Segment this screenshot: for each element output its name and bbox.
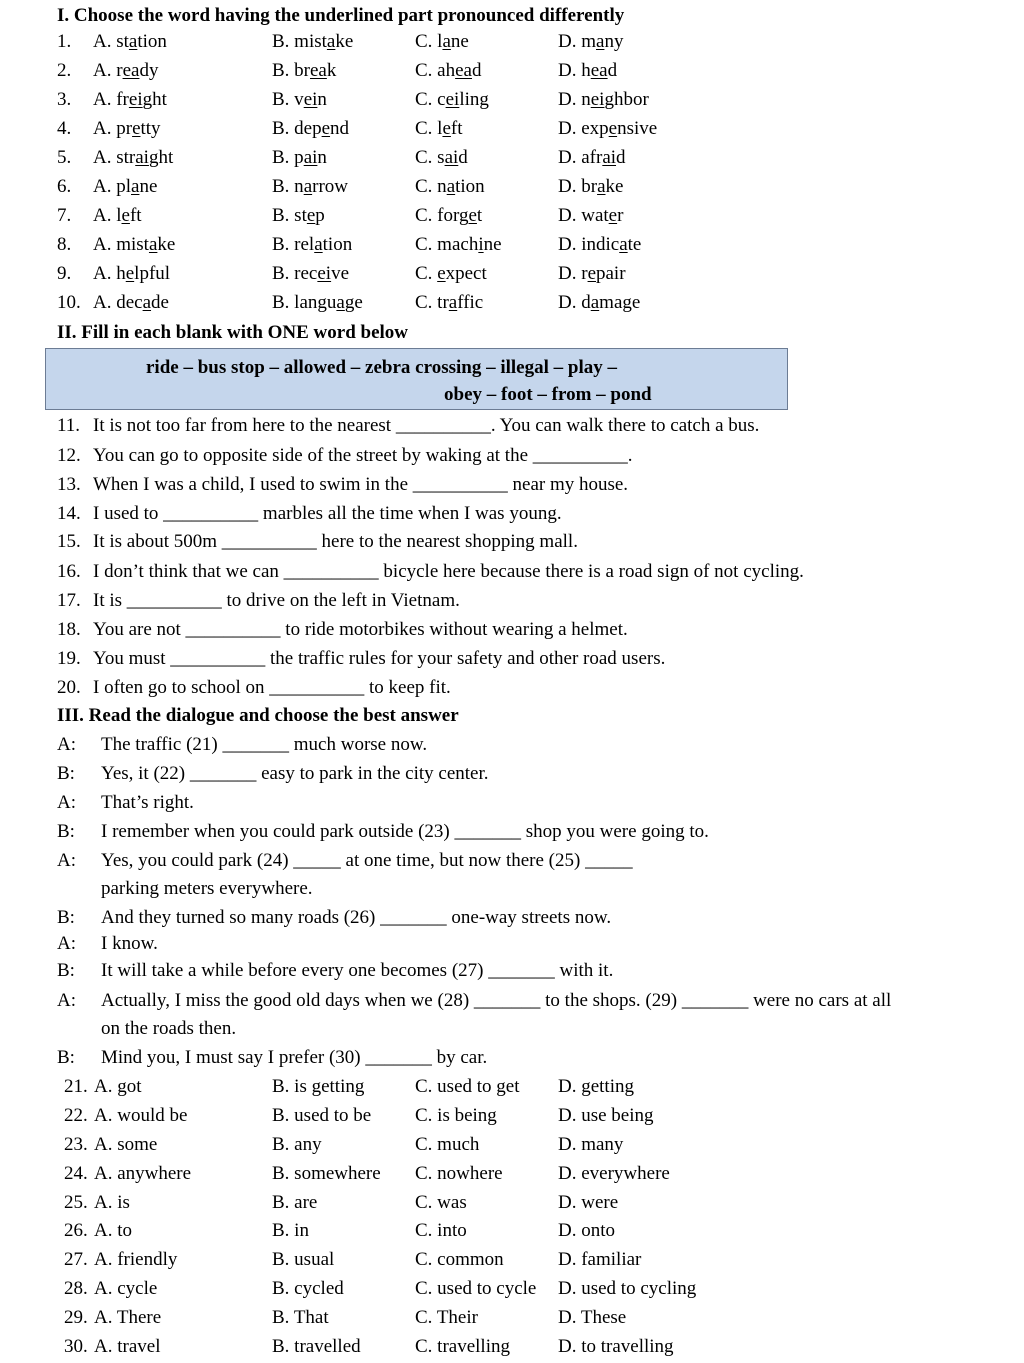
option-c[interactable]: C. common bbox=[415, 1249, 504, 1270]
option-b[interactable]: B. in bbox=[272, 1220, 309, 1241]
option-d[interactable]: D. expensive bbox=[558, 118, 658, 139]
option-d[interactable]: D. familiar bbox=[558, 1249, 642, 1270]
question-number: 5. bbox=[57, 147, 72, 168]
option-a[interactable]: A. cycle bbox=[94, 1278, 158, 1299]
question-number: 30. bbox=[64, 1336, 88, 1357]
option-d[interactable]: D. many bbox=[558, 31, 624, 52]
option-c[interactable]: C. traffic bbox=[415, 292, 484, 313]
option-d[interactable]: D. indicate bbox=[558, 234, 642, 255]
option-a[interactable]: A. got bbox=[94, 1076, 142, 1097]
question-number: 6. bbox=[57, 176, 72, 197]
dialogue-line: B: And they turned so many roads (26) _______ one-way streets now. bbox=[57, 907, 612, 928]
question-number: 7. bbox=[57, 205, 72, 226]
option-d[interactable]: D. repair bbox=[558, 263, 626, 284]
option-a[interactable]: A. There bbox=[94, 1307, 162, 1328]
option-c[interactable]: C. is being bbox=[415, 1105, 497, 1126]
option-c[interactable]: C. much bbox=[415, 1134, 480, 1155]
option-b[interactable]: B. vein bbox=[272, 89, 327, 110]
dialogue-line: B: Mind you, I must say I prefer (30) _______ by car. bbox=[57, 1047, 488, 1068]
fill-blank-sentence: 11. It is not too far from here to the nearest __________. You can walk there to catch a bus. bbox=[57, 415, 760, 436]
option-d[interactable]: D. damage bbox=[558, 292, 641, 313]
option-d[interactable]: D. used to cycling bbox=[558, 1278, 697, 1299]
option-b[interactable]: B. is getting bbox=[272, 1076, 365, 1097]
fill-blank-sentence: 16. I don’t think that we can __________ bicycle here because there is a road sign of not cycling. bbox=[57, 561, 804, 582]
section-2-heading: II. Fill in each blank with ONE word below bbox=[57, 322, 409, 343]
question-number: 1. bbox=[57, 31, 72, 52]
option-b[interactable]: B. travelled bbox=[272, 1336, 361, 1357]
option-b[interactable]: B. receive bbox=[272, 263, 350, 284]
option-a[interactable]: A. straight bbox=[93, 147, 174, 168]
option-c[interactable]: C. lane bbox=[415, 31, 469, 52]
option-b[interactable]: B. break bbox=[272, 60, 337, 81]
option-a[interactable]: A. mistake bbox=[93, 234, 176, 255]
dialogue-line: A: I know. bbox=[57, 933, 158, 954]
dialogue-line: A: Yes, you could park (24) _____ at one time, but now there (25) _____ bbox=[57, 850, 633, 871]
option-a[interactable]: A. freight bbox=[93, 89, 167, 110]
section-1-heading: I. Choose the word having the underlined part pronounced differently bbox=[57, 5, 625, 26]
option-b[interactable]: B. cycled bbox=[272, 1278, 344, 1299]
option-a[interactable]: A. decade bbox=[93, 292, 169, 313]
word-bank-line-2: obey – foot – from – pond bbox=[444, 384, 652, 405]
option-c[interactable]: C. left bbox=[415, 118, 463, 139]
option-b[interactable]: B. That bbox=[272, 1307, 329, 1328]
option-c[interactable]: C. Their bbox=[415, 1307, 478, 1328]
option-c[interactable]: C. ceiling bbox=[415, 89, 489, 110]
question-number: 10. bbox=[57, 292, 81, 313]
option-a[interactable]: A. plane bbox=[93, 176, 158, 197]
option-b[interactable]: B. any bbox=[272, 1134, 322, 1155]
option-b[interactable]: B. language bbox=[272, 292, 363, 313]
option-d[interactable]: D. These bbox=[558, 1307, 627, 1328]
option-a[interactable]: A. pretty bbox=[93, 118, 161, 139]
dialogue-line: B: It will take a while before every one becomes (27) _______ with it. bbox=[57, 960, 614, 981]
question-number: 25. bbox=[64, 1192, 88, 1213]
question-number: 22. bbox=[64, 1105, 88, 1126]
option-a[interactable]: A. would be bbox=[94, 1105, 188, 1126]
question-number: 28. bbox=[64, 1278, 88, 1299]
option-d[interactable]: D. getting bbox=[558, 1076, 634, 1097]
fill-blank-sentence: 17. It is __________ to drive on the left in Vietnam. bbox=[57, 590, 460, 611]
dialogue-continuation: on the roads then. bbox=[101, 1018, 237, 1039]
option-b[interactable]: B. depend bbox=[272, 118, 350, 139]
option-c[interactable]: C. travelling bbox=[415, 1336, 510, 1357]
option-d[interactable]: D. were bbox=[558, 1192, 619, 1213]
option-c[interactable]: C. forget bbox=[415, 205, 483, 226]
fill-blank-sentence: 13. When I was a child, I used to swim in the __________ near my house. bbox=[57, 474, 629, 495]
option-a[interactable]: A. to bbox=[94, 1220, 132, 1241]
fill-blank-sentence: 19. You must __________ the traffic rules for your safety and other road users. bbox=[57, 648, 666, 669]
option-b[interactable]: B. used to be bbox=[272, 1105, 372, 1126]
option-c[interactable]: C. was bbox=[415, 1192, 467, 1213]
question-number: 8. bbox=[57, 234, 72, 255]
option-b[interactable]: B. usual bbox=[272, 1249, 335, 1270]
option-c[interactable]: C. into bbox=[415, 1220, 467, 1241]
fill-blank-sentence: 12. You can go to opposite side of the street by waking at the __________. bbox=[57, 445, 633, 466]
option-b[interactable]: B. somewhere bbox=[272, 1163, 381, 1184]
option-d[interactable]: D. afraid bbox=[558, 147, 626, 168]
option-c[interactable]: C. machine bbox=[415, 234, 502, 255]
option-b[interactable]: B. are bbox=[272, 1192, 318, 1213]
option-d[interactable]: D. head bbox=[558, 60, 618, 81]
question-number: 3. bbox=[57, 89, 72, 110]
option-d[interactable]: D. many bbox=[558, 1134, 624, 1155]
section-3-heading: III. Read the dialogue and choose the best answer bbox=[57, 705, 459, 726]
option-a[interactable]: A. ready bbox=[93, 60, 159, 81]
word-bank-line-1: ride – bus stop – allowed – zebra crossing – illegal – play – bbox=[146, 357, 617, 378]
option-d[interactable]: D. everywhere bbox=[558, 1163, 670, 1184]
option-a[interactable]: A. left bbox=[93, 205, 142, 226]
option-c[interactable]: C. used to cycle bbox=[415, 1278, 537, 1299]
option-d[interactable]: D. use being bbox=[558, 1105, 654, 1126]
option-b[interactable]: B. relation bbox=[272, 234, 353, 255]
option-b[interactable]: B. mistake bbox=[272, 31, 354, 52]
question-number: 24. bbox=[64, 1163, 88, 1184]
dialogue-line: B: Yes, it (22) _______ easy to park in the city center. bbox=[57, 763, 489, 784]
word-bank-box bbox=[45, 348, 788, 410]
fill-blank-sentence: 15. It is about 500m __________ here to the nearest shopping mall. bbox=[57, 531, 578, 552]
option-d[interactable]: D. water bbox=[558, 205, 624, 226]
question-number: 2. bbox=[57, 60, 72, 81]
dialogue-line: A: That’s right. bbox=[57, 792, 194, 813]
option-a[interactable]: A. anywhere bbox=[94, 1163, 192, 1184]
option-c[interactable]: C. said bbox=[415, 147, 468, 168]
dialogue-line: A: The traffic (21) _______ much worse now. bbox=[57, 734, 428, 755]
option-c[interactable]: C. ahead bbox=[415, 60, 482, 81]
question-number: 9. bbox=[57, 263, 72, 284]
question-number: 23. bbox=[64, 1134, 88, 1155]
option-c[interactable]: C. nation bbox=[415, 176, 485, 197]
fill-blank-sentence: 14. I used to __________ marbles all the time when I was young. bbox=[57, 503, 562, 524]
question-number: 26. bbox=[64, 1220, 88, 1241]
option-c[interactable]: C. expect bbox=[415, 263, 487, 284]
question-number: 4. bbox=[57, 118, 72, 139]
option-a[interactable]: A. helpful bbox=[93, 263, 171, 284]
option-a[interactable]: A. station bbox=[93, 31, 167, 52]
option-a[interactable]: A. friendly bbox=[94, 1249, 178, 1270]
option-d[interactable]: D. to travelling bbox=[558, 1336, 674, 1357]
option-b[interactable]: B. pain bbox=[272, 147, 327, 168]
option-d[interactable]: D. onto bbox=[558, 1220, 615, 1241]
option-c[interactable]: C. nowhere bbox=[415, 1163, 503, 1184]
option-d[interactable]: D. neighbor bbox=[558, 89, 649, 110]
fill-blank-sentence: 18. You are not __________ to ride motorbikes without wearing a helmet. bbox=[57, 619, 628, 640]
dialogue-line: A: Actually, I miss the good old days when we (28) _______ to the shops. (29) _______ were no cars at all bbox=[57, 990, 892, 1011]
fill-blank-sentence: 20. I often go to school on __________ to keep fit. bbox=[57, 677, 451, 698]
dialogue-continuation: parking meters everywhere. bbox=[101, 878, 313, 899]
option-a[interactable]: A. is bbox=[94, 1192, 130, 1213]
option-a[interactable]: A. travel bbox=[94, 1336, 161, 1357]
option-b[interactable]: B. step bbox=[272, 205, 325, 226]
question-number: 27. bbox=[64, 1249, 88, 1270]
question-number: 29. bbox=[64, 1307, 88, 1328]
question-number: 21. bbox=[64, 1076, 88, 1097]
dialogue-line: B: I remember when you could park outside (23) _______ shop you were going to. bbox=[57, 821, 709, 842]
option-b[interactable]: B. narrow bbox=[272, 176, 349, 197]
option-a[interactable]: A. some bbox=[94, 1134, 158, 1155]
option-d[interactable]: D. brake bbox=[558, 176, 624, 197]
option-c[interactable]: C. used to get bbox=[415, 1076, 520, 1097]
